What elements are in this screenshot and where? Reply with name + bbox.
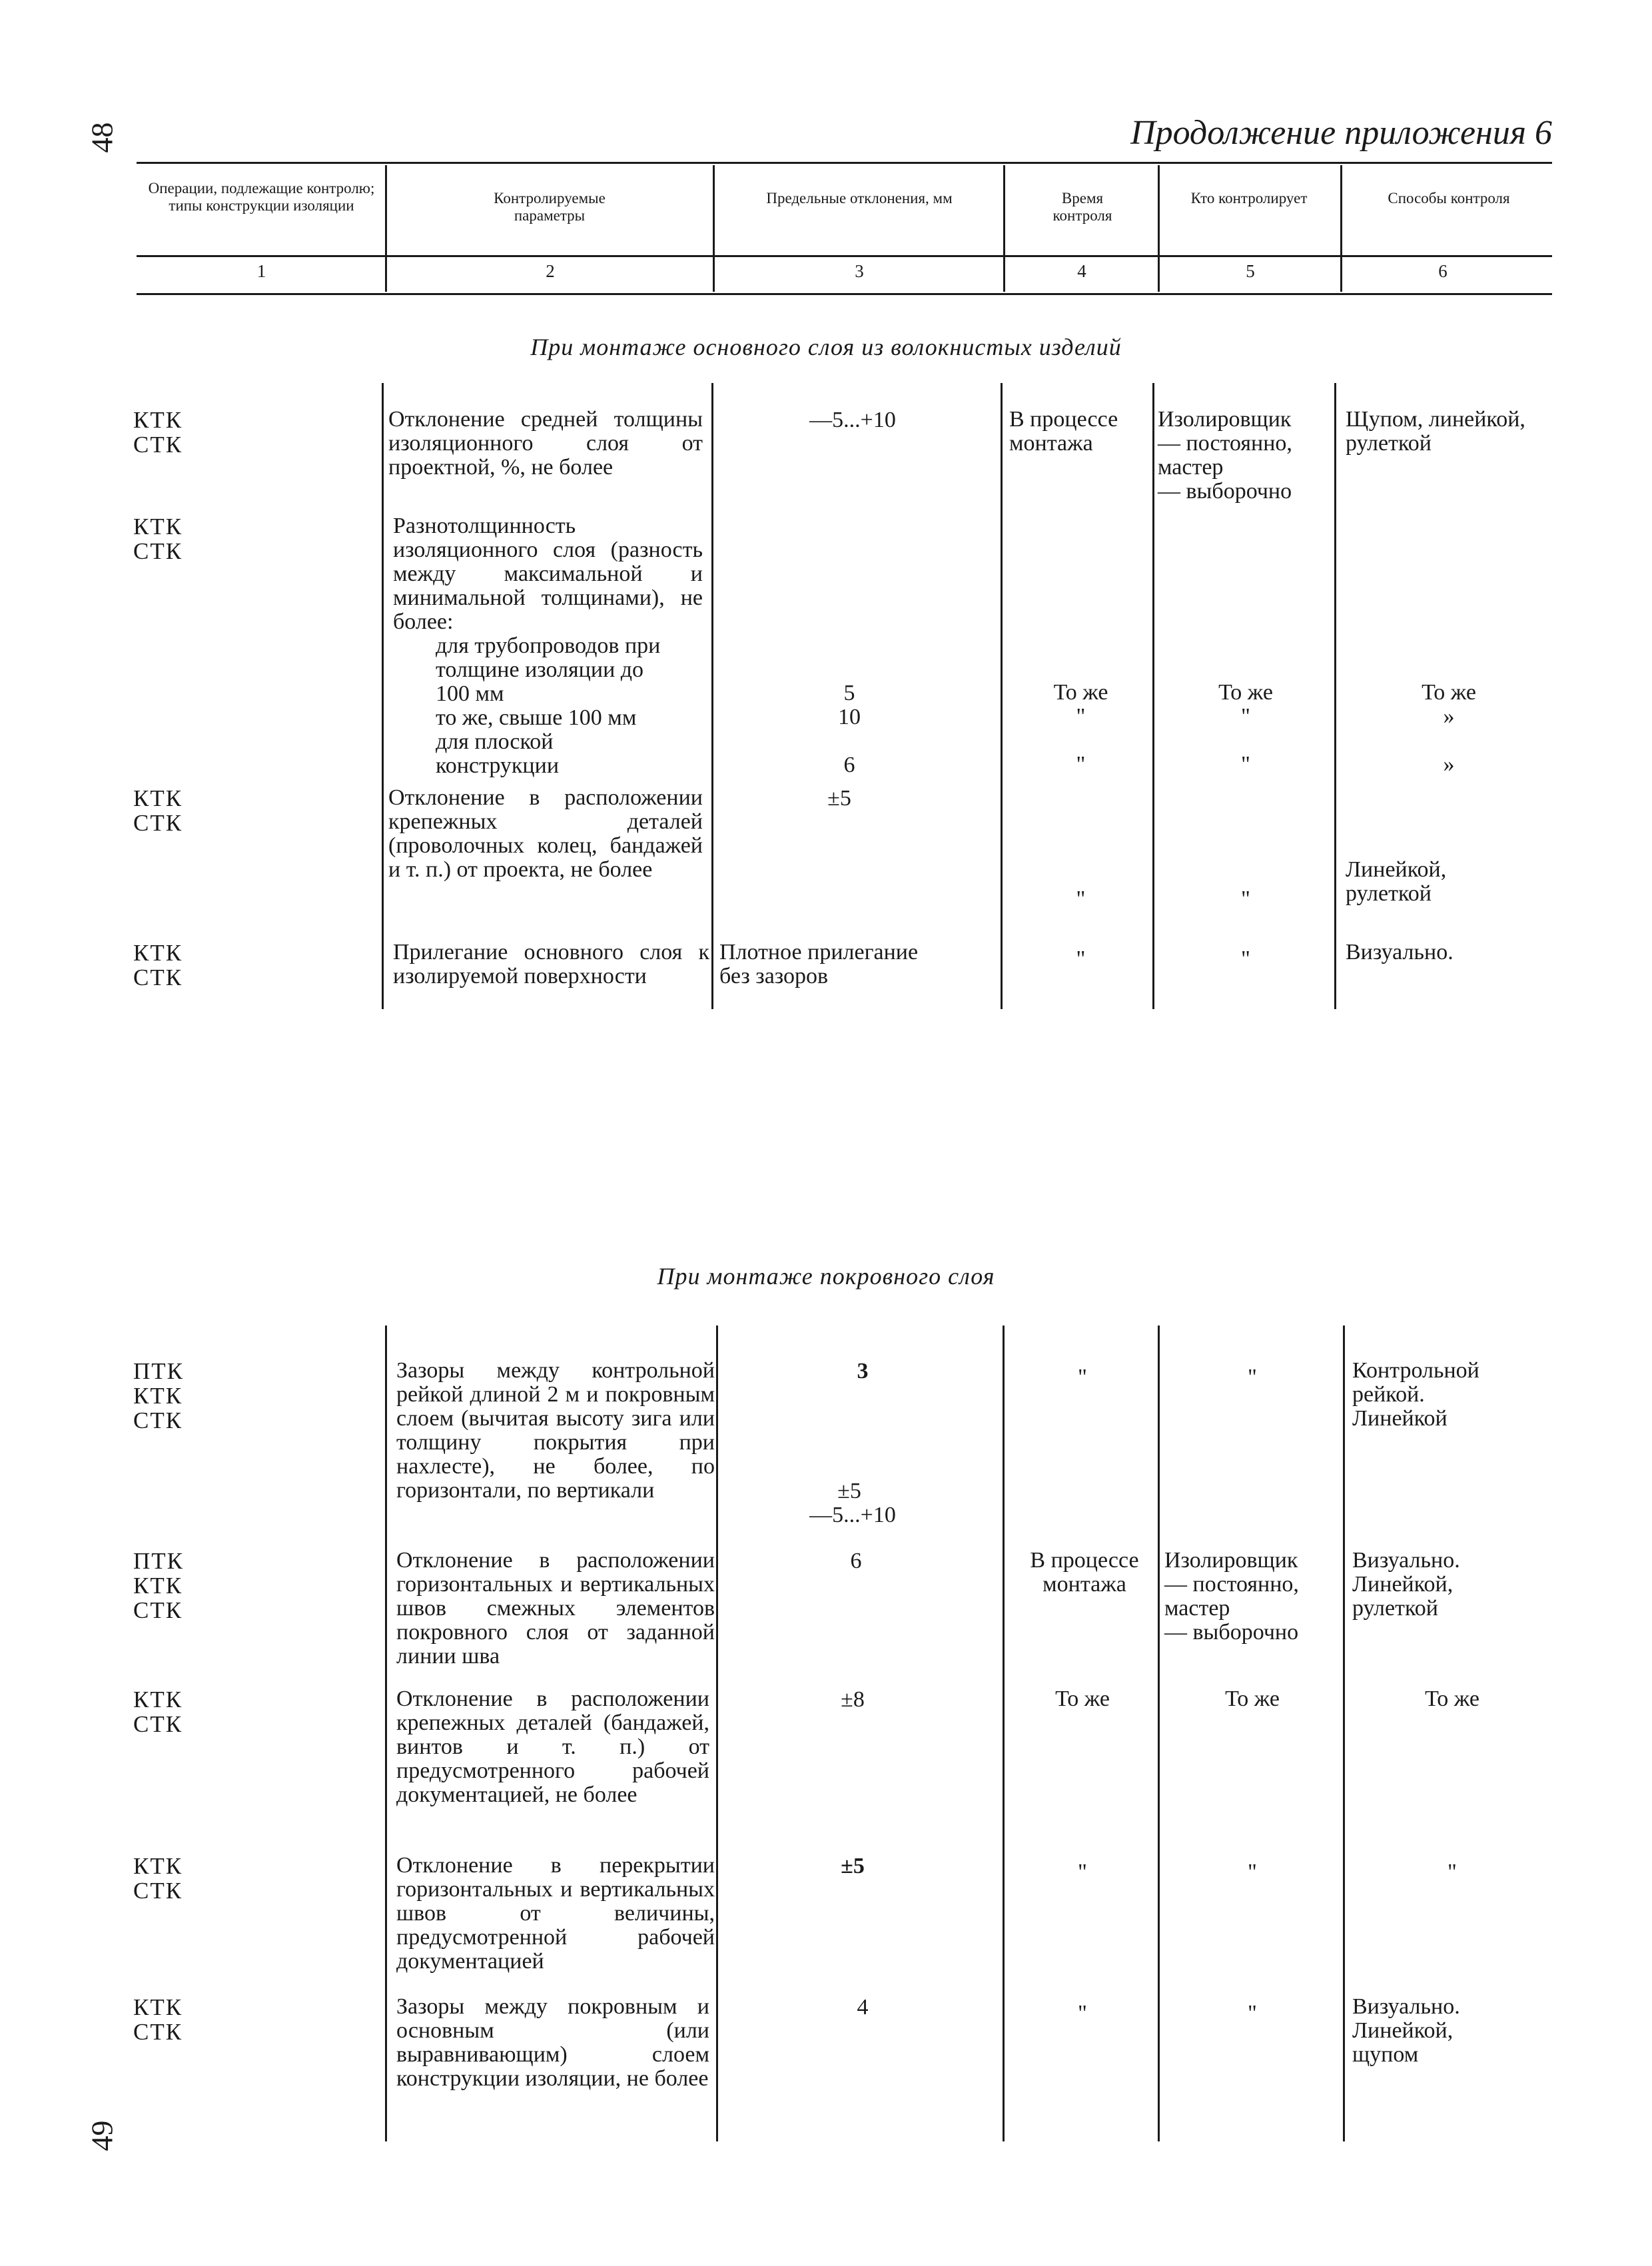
ditto-mark: " xyxy=(1241,752,1250,777)
controller: То же xyxy=(1218,680,1273,705)
header-divider xyxy=(713,165,715,292)
control-method: Линейкой, рулеткой xyxy=(1346,857,1447,906)
column-number: 4 xyxy=(1077,261,1086,281)
control-method: Визуально. xyxy=(1346,940,1453,964)
parameter-text: Отклонение в перекрытии горизонтальных и вертикальных швов от величины, предусмотренной рабочей документацией xyxy=(396,1853,715,1974)
limit-value: ±5 xyxy=(827,786,851,811)
controller: То же xyxy=(1225,1687,1280,1711)
ditto-mark: » xyxy=(1443,704,1455,729)
parameter-subitem: для плоской конструкции xyxy=(436,729,560,778)
construction-types: КТК СТК xyxy=(133,407,183,458)
ditto-mark: " xyxy=(1078,1860,1087,1884)
limit-value: 6 xyxy=(843,753,855,777)
construction-types: ПТК КТК СТК xyxy=(133,1548,184,1623)
column-header: Кто контролирует xyxy=(1190,190,1308,206)
ditto-mark: " xyxy=(1241,704,1250,729)
construction-types: КТК СТК xyxy=(133,1994,183,2045)
header-divider xyxy=(1340,165,1342,292)
column-header: Контролируемые параметры xyxy=(494,190,606,224)
limit-value: 3 xyxy=(857,1359,869,1383)
parameter-subitem: для трубопроводов при толщине изоляции до 100 мм xyxy=(436,633,661,706)
control-time: В процессе монтажа xyxy=(1030,1548,1139,1597)
limit-value: Плотное прилегание без зазоров xyxy=(719,940,919,988)
ditto-mark: " xyxy=(1078,1365,1087,1389)
control-method: Контрольной рейкой. Линейкой xyxy=(1352,1358,1479,1431)
control-method: То же xyxy=(1425,1687,1479,1711)
parameter-text: Зазоры между покровным и основным (или выравнивающим) слоем конструкции изоляции, не более xyxy=(396,1994,709,2091)
parameter-subitem: то же, свыше 100 мм xyxy=(436,705,637,730)
ditto-mark: " xyxy=(1248,1860,1257,1884)
limit-value: ±5 xyxy=(841,1854,865,1878)
ditto-mark: " xyxy=(1241,887,1250,911)
ditto-mark: " xyxy=(1076,887,1086,911)
section-title: При монтаже покровного слоя xyxy=(657,1263,995,1290)
construction-types: КТК СТК xyxy=(133,1853,183,1904)
parameter-text: Отклонение в расположении крепежных деталей (проволочных колец, бандажей и т. п.) от проекта, не более xyxy=(388,785,703,882)
header-top-rule xyxy=(137,162,1552,164)
ditto-mark: " xyxy=(1248,1365,1257,1389)
ditto-mark: " xyxy=(1447,1860,1457,1884)
construction-types: ПТК КТК СТК xyxy=(133,1358,184,1433)
column-divider xyxy=(1343,1325,1345,2141)
parameter-text: Зазоры между контрольной рейкой длиной 2 м и покровным слоем (вычитая высоту зига или толщину покрытия при нахлесте), не более, по горизонтали, по вертикали xyxy=(396,1358,715,1503)
construction-types: КТК СТК xyxy=(133,940,183,990)
limit-value: ±5 xyxy=(837,1479,861,1503)
page-number-bottom: 49 xyxy=(85,2120,119,2151)
ditto-mark: " xyxy=(1076,704,1086,729)
control-time: В процессе монтажа xyxy=(1009,407,1118,456)
column-header: Время контроля xyxy=(1052,190,1112,224)
limit-value: 6 xyxy=(850,1549,862,1573)
column-number: 3 xyxy=(855,261,864,281)
ditto-mark: » xyxy=(1443,752,1455,777)
header-bottom-rule xyxy=(137,293,1552,295)
control-method: То же xyxy=(1422,680,1476,705)
limit-value: 4 xyxy=(857,1995,869,2020)
column-number: 6 xyxy=(1438,261,1447,281)
limit-value: —5...+10 xyxy=(809,408,896,432)
column-number: 1 xyxy=(256,261,266,281)
column-divider xyxy=(711,383,713,1009)
limit-value: 5 xyxy=(843,681,855,705)
header-divider xyxy=(1158,165,1160,292)
parameter-text: Отклонение в расположении горизонтальных и вертикальных швов смежных элементов покровного слоя от заданной линии шва xyxy=(396,1548,715,1669)
construction-types: КТК СТК xyxy=(133,514,183,564)
control-time: То же xyxy=(1053,680,1108,705)
header-divider xyxy=(385,165,387,292)
section-title: При монтаже основного слоя из волокнистых изделий xyxy=(530,334,1122,360)
parameter-text: Отклонение в расположении крепежных деталей (бандажей, винтов и т. п.) от предусмотренного рабочей документацией, не более xyxy=(396,1687,709,1807)
page-number-top: 48 xyxy=(85,122,119,153)
construction-types: КТК СТК xyxy=(133,1687,183,1737)
column-divider xyxy=(382,383,384,1009)
ditto-mark: " xyxy=(1078,2001,1087,2026)
header-divider xyxy=(1003,165,1005,292)
column-number: 5 xyxy=(1246,261,1255,281)
column-divider xyxy=(716,1325,718,2141)
column-header: Способы контроля xyxy=(1388,190,1510,206)
controller: Изолировщик — постоянно, мастер — выборочно xyxy=(1158,407,1292,504)
control-time: То же xyxy=(1055,1687,1110,1711)
column-divider xyxy=(385,1325,387,2141)
ditto-mark: " xyxy=(1248,2001,1257,2026)
limit-value: ±8 xyxy=(841,1687,865,1712)
ditto-mark: " xyxy=(1241,946,1250,971)
parameter-text: Прилегание основного слоя к изолируемой поверхности xyxy=(393,940,709,988)
column-header: Предельные отклонения, мм xyxy=(766,190,953,206)
column-divider xyxy=(1003,1325,1005,2141)
ditto-mark: " xyxy=(1076,752,1086,777)
control-method: Визуально. Линейкой, щупом xyxy=(1352,1994,1460,2067)
ditto-mark: " xyxy=(1076,946,1086,971)
limit-value: 10 xyxy=(838,705,861,729)
column-header: Операции, подлежащие контролю; типы конструкции изоляции xyxy=(148,180,375,214)
construction-types: КТК СТК xyxy=(133,785,183,836)
parameter-text: Отклонение средней толщины изоляционного слоя от проектной, %, не более xyxy=(388,407,703,480)
limit-value: —5...+10 xyxy=(809,1503,896,1527)
page-title: Продолжение приложения 6 xyxy=(1130,114,1552,152)
column-number: 2 xyxy=(546,261,555,281)
control-method: Визуально. Линейкой, рулеткой xyxy=(1352,1548,1460,1621)
column-divider xyxy=(1001,383,1003,1009)
control-method: Щупом, линейкой, рулеткой xyxy=(1346,407,1525,456)
parameter-text: Разнотолщинность изоляционного слоя (разность между максимальной и минимальной толщинами), не более: для трубопроводов при толщине изоляции до 100 мм то же, свыше 100 мм для плоской конструкции xyxy=(393,514,703,778)
controller: Изолировщик — постоянно, мастер — выборочно xyxy=(1164,1548,1299,1645)
